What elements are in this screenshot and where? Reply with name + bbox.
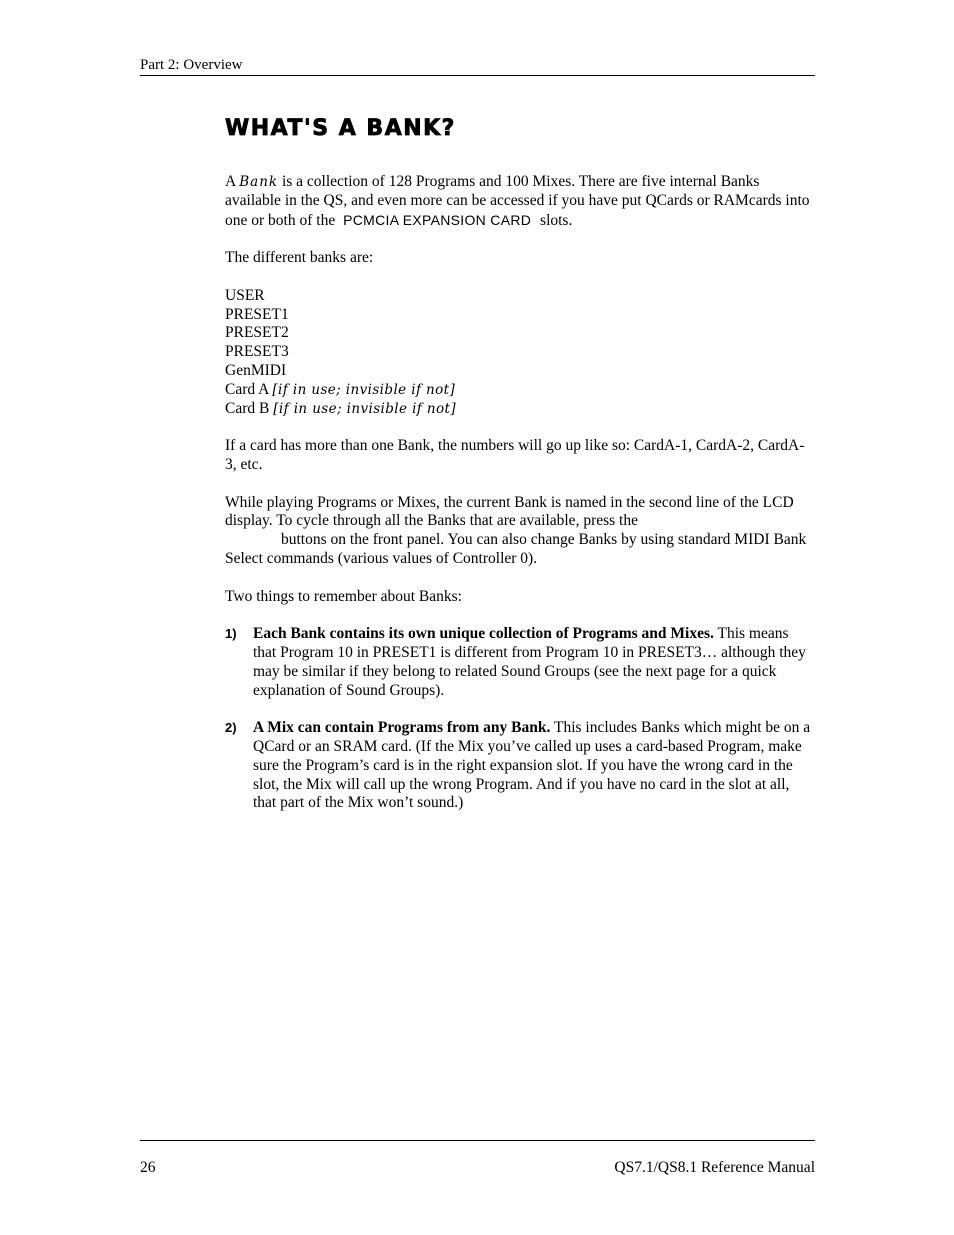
running-header: Part 2: Overview xyxy=(140,57,243,73)
intro-text-end: slots. xyxy=(536,211,573,229)
bank-item: USER xyxy=(225,286,265,304)
point-number: 1) xyxy=(225,626,237,642)
bank-item: PRESET3 xyxy=(225,343,289,361)
body-content xyxy=(225,173,815,832)
bank-note: [if in use; invisible if not] xyxy=(273,400,457,417)
numbered-point xyxy=(225,625,815,700)
intro-text-start: A xyxy=(225,173,240,190)
list-intro: The different banks are: xyxy=(225,249,374,267)
remember-intro: Two things to remember about Banks: xyxy=(225,587,462,605)
multi-bank-paragraph: If a card has more than one Bank, the numbers will go up like so: CardA-1, CardA-2, CardA-3, etc. xyxy=(225,437,805,473)
point-text: This means that Program 10 in PRESET1 is different from Program 10 in PRESET3… although they may be similar if they belong to related Sound Groups (see the next page for a quick explanation of Sound Groups). xyxy=(253,625,806,699)
intro-text-middle: is a collection of 128 Programs and 100 Mixes. There are five internal Banks available in the QS, and even more can be accessed if you have put QCards or RAMcards into one or both of the xyxy=(225,173,810,229)
expansion-card-label: PCMCIA EXPANSION CARD xyxy=(343,211,532,228)
page-title: WHAT'S A BANK? xyxy=(225,116,456,141)
numbered-point xyxy=(225,719,815,813)
point-heading: A Mix can contain Programs from any Bank. xyxy=(253,719,551,737)
bank-item: PRESET1 xyxy=(225,305,289,323)
bank-item: Card A [if in use; invisible if not] xyxy=(225,380,456,398)
bank-item: PRESET2 xyxy=(225,324,289,342)
point-heading: Each Bank contains its own unique collection of Programs and Mixes. xyxy=(253,625,714,643)
point-number: 2) xyxy=(225,720,237,736)
manual-title: QS7.1/QS8.1 Reference Manual xyxy=(614,1159,815,1176)
intro-paragraph xyxy=(225,173,815,230)
footer-rule xyxy=(140,1140,815,1141)
bank-item: GenMIDI xyxy=(225,361,287,379)
page-number: 26 xyxy=(140,1159,156,1176)
cycle-paragraph: While playing Programs or Mixes, the current Bank is named in the second line of the LCD display. To cycle through all the Banks that are available, press the buttons on the front panel. You can also change Banks by using standard MIDI Bank Select commands (various values of Controller 0). xyxy=(225,493,807,567)
bank-list xyxy=(225,287,815,419)
bank-item: Card B [if in use; invisible if not] xyxy=(225,399,457,417)
point-text: This includes Banks which might be on a QCard or an SRAM card. (If the Mix you’ve called up uses a card-based Program, make sure the Program’s card is in the right expansion slot. If you have the wrong card in the slot, the Mix will call up the wrong Program. And if you have no card in the slot at all, that part of the Mix won’t sound.) xyxy=(253,719,811,812)
header-rule xyxy=(140,75,815,76)
bank-term: Bank xyxy=(239,174,279,190)
bank-note: [if in use; invisible if not] xyxy=(272,381,456,398)
